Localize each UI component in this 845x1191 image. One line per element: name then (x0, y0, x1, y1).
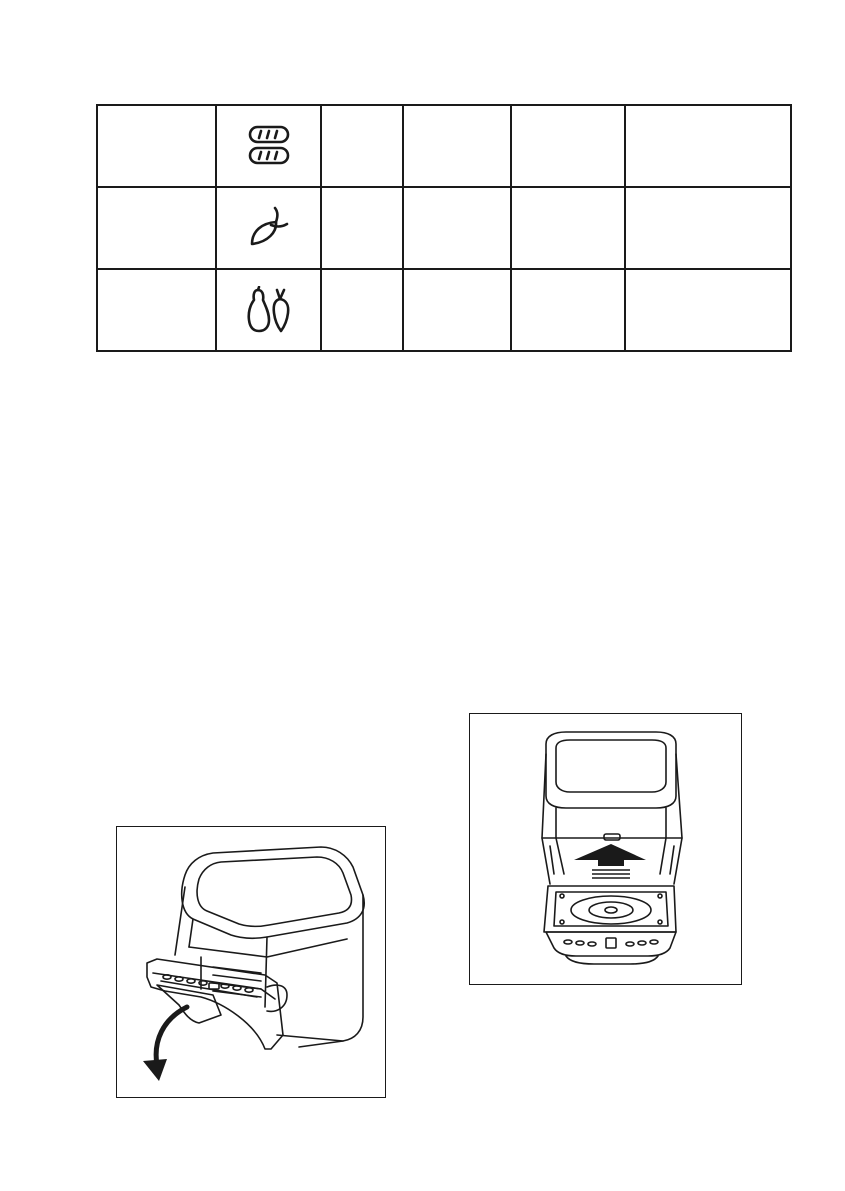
fish-icon (217, 205, 320, 251)
row-label (97, 269, 216, 351)
table-cell (625, 187, 791, 269)
table-row (97, 187, 791, 269)
row-icon-cell (216, 187, 321, 269)
bread-icon (217, 123, 320, 169)
table-cell (321, 269, 403, 351)
cooking-table (96, 104, 792, 352)
row-label (97, 187, 216, 269)
table-cell (403, 187, 511, 269)
table-row (97, 105, 791, 187)
vegetables-icon (217, 286, 320, 334)
table-cell (403, 269, 511, 351)
table-cell (321, 105, 403, 187)
table-cell (511, 269, 625, 351)
air-fryer-door-open-illustration (116, 826, 386, 1098)
table-cell (625, 105, 791, 187)
table-cell (511, 105, 625, 187)
row-label (97, 105, 216, 187)
table-cell (511, 187, 625, 269)
air-fryer-tray-insert-illustration (469, 713, 742, 985)
row-icon-cell (216, 269, 321, 351)
table-row (97, 269, 791, 351)
table-cell (403, 105, 511, 187)
table-cell (625, 269, 791, 351)
row-icon-cell (216, 105, 321, 187)
table-cell (321, 187, 403, 269)
